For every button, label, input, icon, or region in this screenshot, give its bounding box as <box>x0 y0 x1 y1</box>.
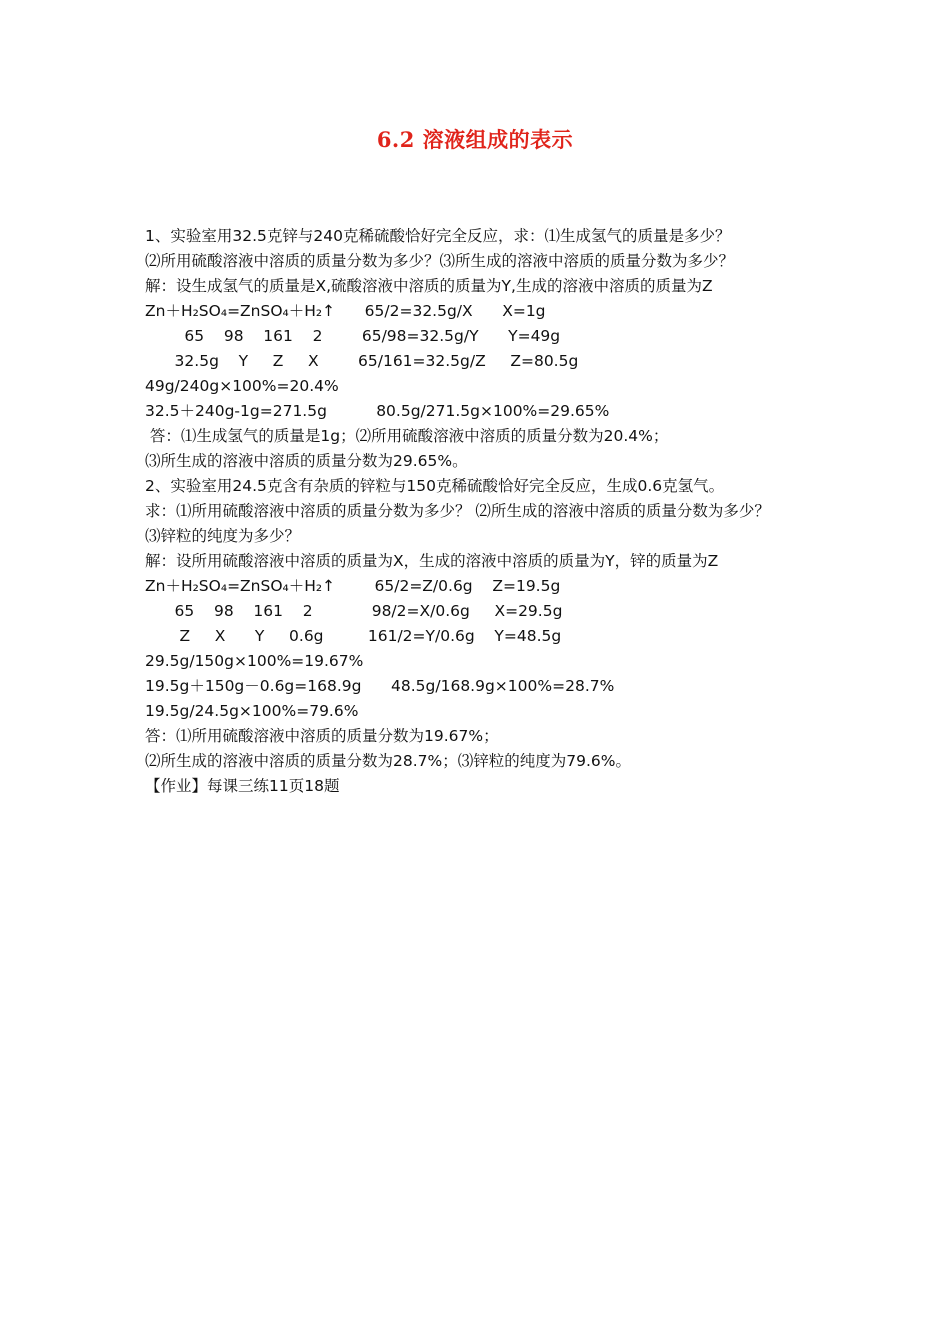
problem-1-answer-line-2: ⑶所生成的溶液中溶质的质量分数为29.65%。 <box>145 452 468 470</box>
problem-2-question-line-3: ⑶锌粒的纯度为多少？ <box>145 527 301 545</box>
problem-1-molar-ratios: 65 98 161 2 65/98=32.5g/Y Y=49g <box>145 327 561 345</box>
document-body <box>145 224 825 799</box>
problem-2-answer-line-2: ⑵所生成的溶液中溶质的质量分数为28.7%；⑶锌粒的纯度为79.6%。 <box>145 752 631 770</box>
problem-1-calc-2: 32.5＋240g-1g=271.5g 80.5g/271.5g×100%=29.65% <box>145 402 610 420</box>
problem-2-equation: Zn＋H₂SO₄=ZnSO₄＋H₂↑ 65/2=Z/0.6g Z=19.5g <box>145 577 561 595</box>
problem-2-question-line-1: 2、实验室用24.5克含有杂质的锌粒与150克稀硫酸恰好完全反应，生成0.6克氢气。 <box>145 477 725 495</box>
page-title: 6.2 溶液组成的表示 <box>376 127 574 152</box>
problem-2-question-line-2: 求：⑴所用硫酸溶液中溶质的质量分数为多少？ ⑵所生成的溶液中溶质的质量分数为多少？ <box>145 502 770 520</box>
problem-2-answer-line-1: 答：⑴所用硫酸溶液中溶质的质量分数为19.67%； <box>145 727 499 745</box>
problem-1-question-line-1: 1、实验室用32.5克锌与240克稀硫酸恰好完全反应，求：⑴生成氢气的质量是多少？ <box>145 227 731 245</box>
problem-2-solution-setup: 解：设所用硫酸溶液中溶质的质量为X，生成的溶液中溶质的质量为Y，锌的质量为Z <box>145 552 719 570</box>
problem-1-calc-1: 49g/240g×100%=20.4% <box>145 377 339 395</box>
problem-1-question-line-2: ⑵所用硫酸溶液中溶质的质量分数为多少？⑶所生成的溶液中溶质的质量分数为多少？ <box>145 252 735 270</box>
problem-2-known-values: Z X Y 0.6g 161/2=Y/0.6g Y=48.5g <box>145 627 562 645</box>
problem-2-calc-2: 19.5g＋150g－0.6g=168.9g 48.5g/168.9g×100%=28.7% <box>145 677 615 695</box>
problem-2-molar-ratios: 65 98 161 2 98/2=X/0.6g X=29.5g <box>145 602 563 620</box>
problem-1-solution-setup: 解：设生成氢气的质量是X,硫酸溶液中溶质的质量为Y,生成的溶液中溶质的质量为Z <box>145 277 713 295</box>
problem-1-equation: Zn＋H₂SO₄=ZnSO₄＋H₂↑ 65/2=32.5g/X X=1g <box>145 302 546 320</box>
problem-1-answer-line-1: 答：⑴生成氢气的质量是1g；⑵所用硫酸溶液中溶质的质量分数为20.4%； <box>145 427 669 445</box>
homework-assignment: 【作业】每课三练11页18题 <box>145 777 340 795</box>
problem-2-calc-3: 19.5g/24.5g×100%=79.6% <box>145 702 359 720</box>
problem-1-known-values: 32.5g Y Z X 65/161=32.5g/Z Z=80.5g <box>145 352 579 370</box>
problem-2-calc-1: 29.5g/150g×100%=19.67% <box>145 652 364 670</box>
